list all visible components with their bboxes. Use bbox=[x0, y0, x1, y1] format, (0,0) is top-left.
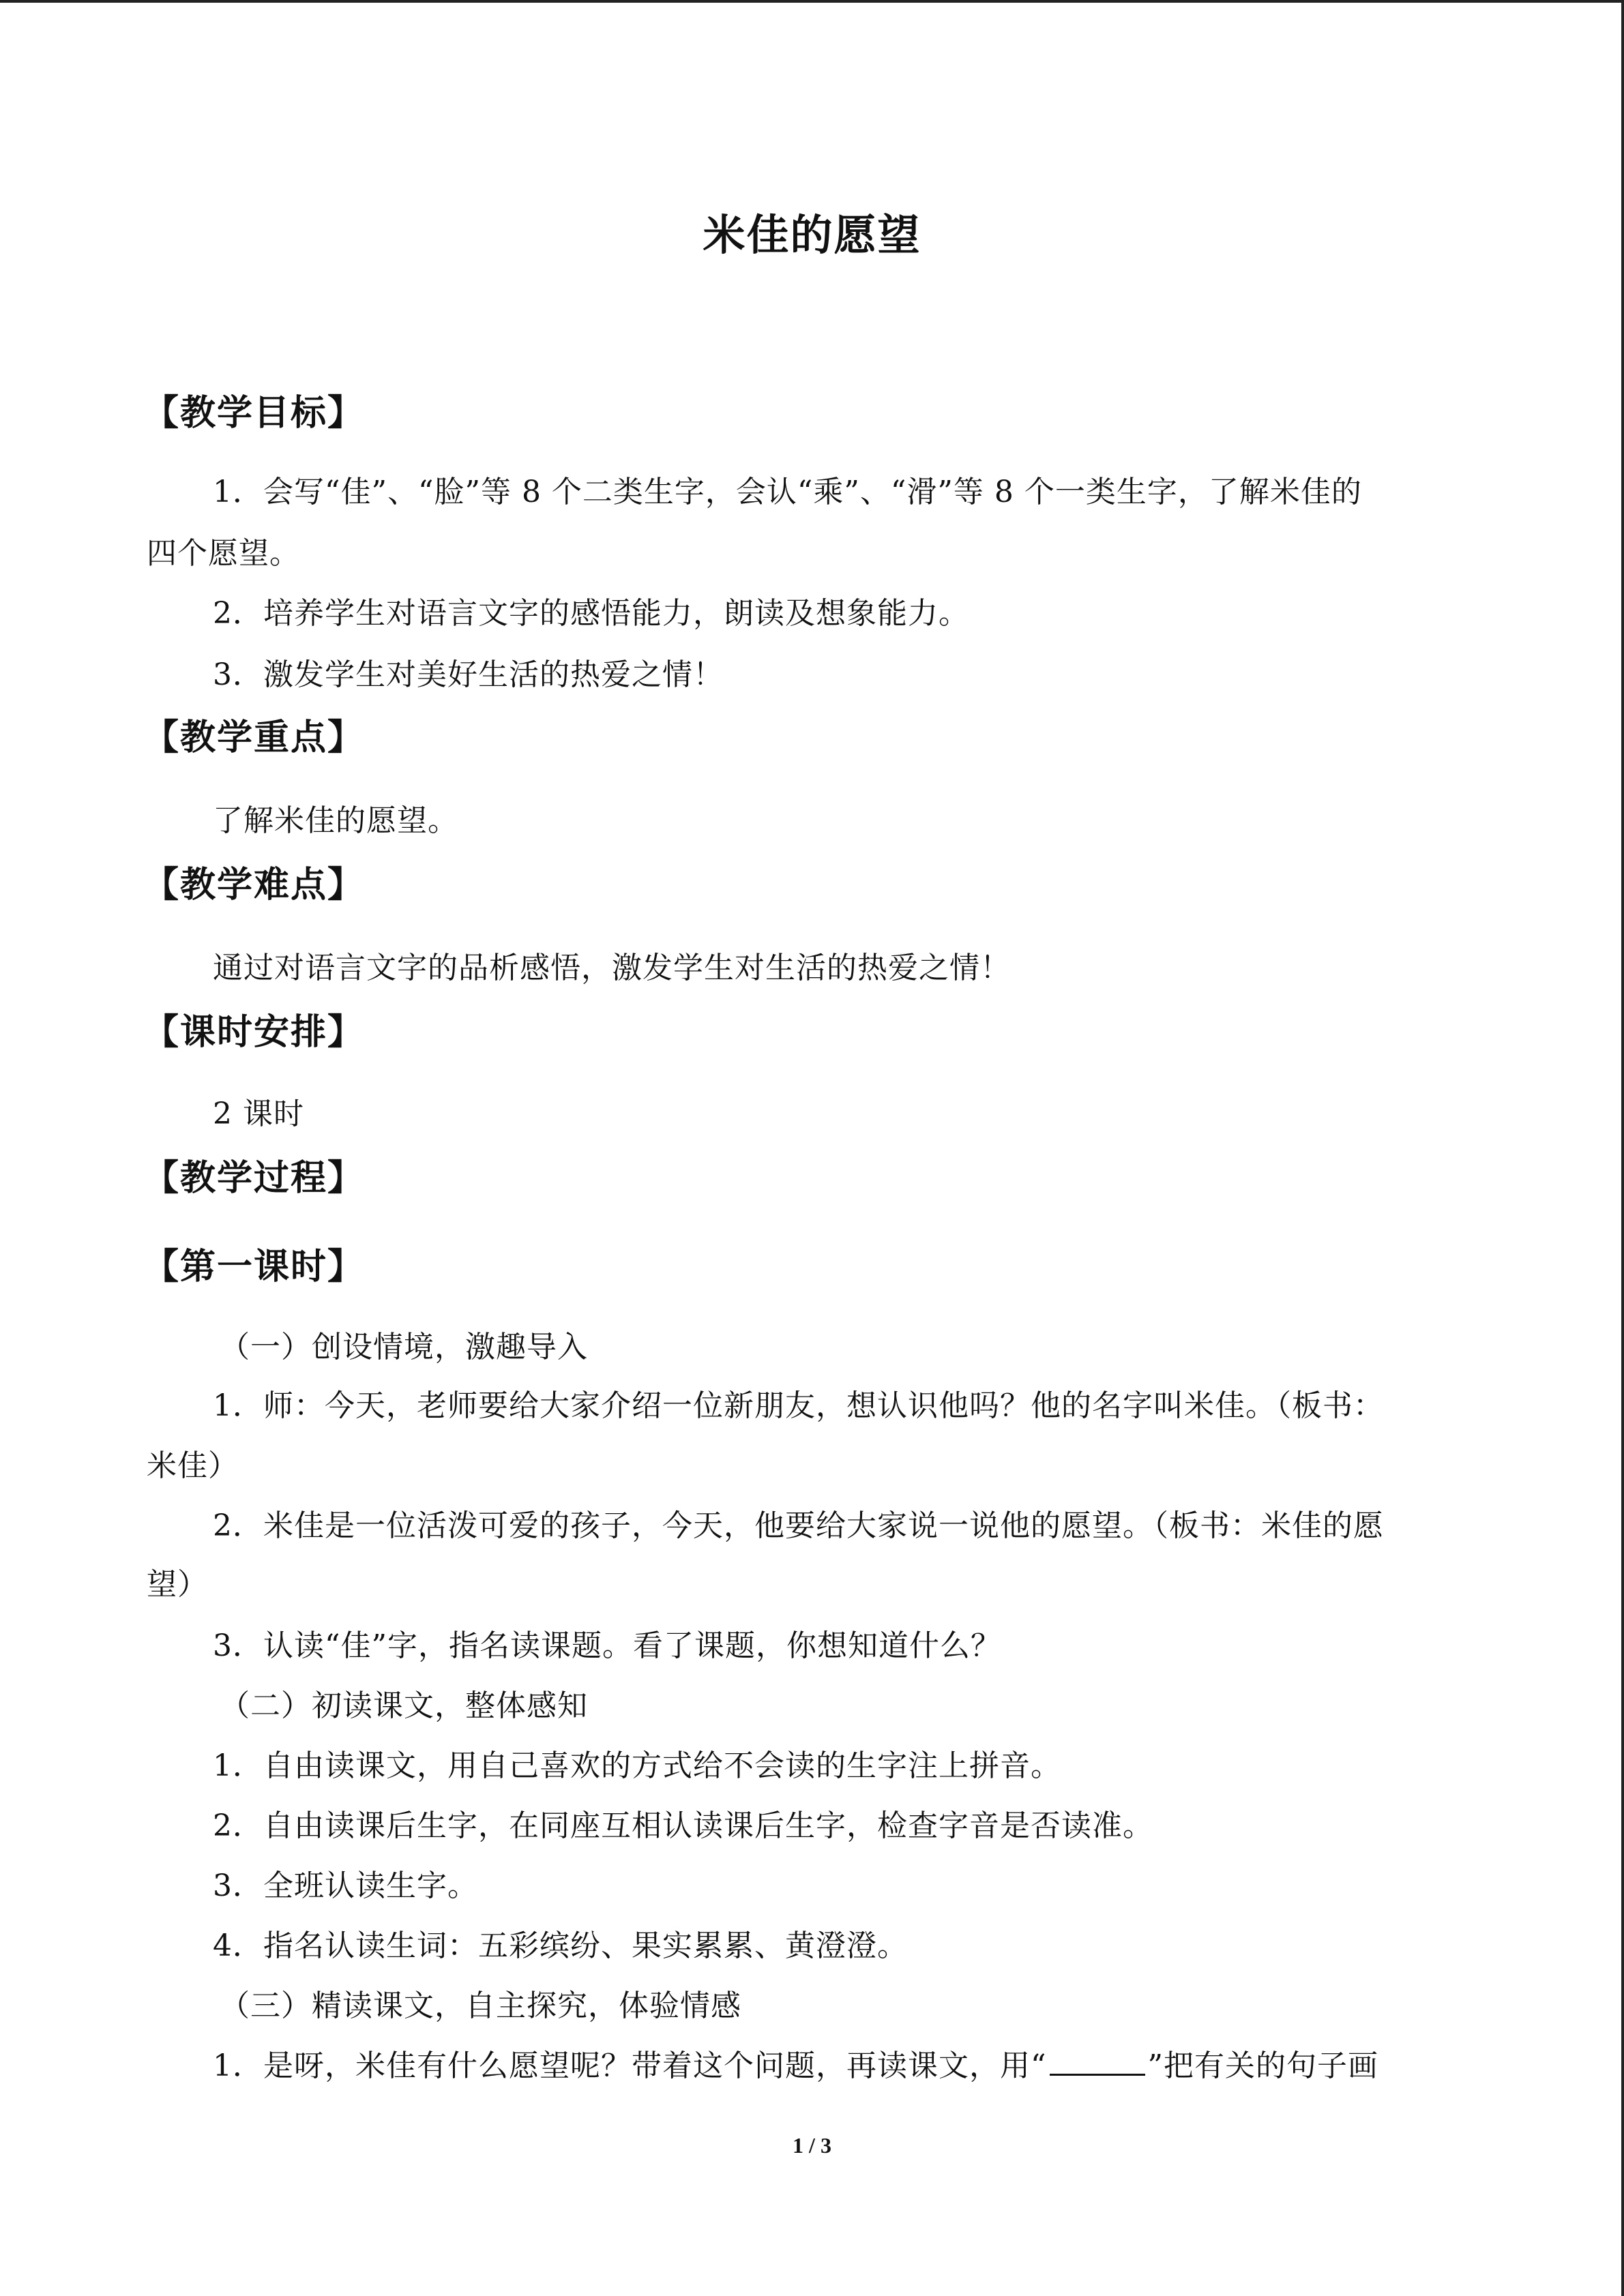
heading-schedule: 【课时安排】 bbox=[143, 1012, 365, 1053]
part-2-title: （二）初读课文，整体感知 bbox=[220, 1688, 588, 1723]
heading-key-points: 【教学重点】 bbox=[143, 717, 365, 758]
heading-teaching-process: 【教学过程】 bbox=[143, 1158, 365, 1199]
part-2-item-3: 3．全班认读生字。 bbox=[213, 1868, 478, 1903]
part-1-item-3: 3．认读“佳”字，指名读课题。看了课题，你想知道什么？ bbox=[213, 1628, 1001, 1663]
part-2-item-2: 2．自由读课后生字，在同座互相认读课后生字，检查字音是否读准。 bbox=[213, 1808, 1153, 1843]
difficulties-text: 通过对语言文字的品析感悟，激发学生对生活的热爱之情！ bbox=[213, 951, 1011, 985]
goal-item-1-line-2: 四个愿望。 bbox=[147, 536, 300, 571]
heading-difficulties: 【教学难点】 bbox=[143, 865, 365, 906]
underline-blank bbox=[1050, 2051, 1145, 2076]
goal-item-3: 3．激发学生对美好生活的热爱之情！ bbox=[213, 657, 724, 692]
document-title: 米佳的愿望 bbox=[703, 210, 921, 260]
part-1-item-2-line-1: 2．米佳是一位活泼可爱的孩子，今天，他要给大家说一说他的愿望。（板书：米佳的愿 bbox=[213, 1508, 1384, 1543]
part-2-item-1: 1．自由读课文，用自己喜欢的方式给不会读的生字注上拼音。 bbox=[213, 1748, 1061, 1783]
part-3-title: （三）精读课文，自主探究，体验情感 bbox=[220, 1988, 741, 2023]
part-1-item-1-line-1: 1．师：今天，老师要给大家介绍一位新朋友，想认识他吗？他的名字叫米佳。（板书： bbox=[213, 1388, 1384, 1423]
goal-item-1-line-1: 1．会写“佳”、“脸”等 8 个二类生字，会认“乘”、“滑”等 8 个一类生字，了解米佳的 bbox=[213, 475, 1362, 509]
part-1-title: （一）创设情境，激趣导入 bbox=[220, 1330, 588, 1365]
goal-item-2: 2．培养学生对语言文字的感悟能力，朗读及想象能力。 bbox=[213, 596, 969, 631]
key-points-text: 了解米佳的愿望。 bbox=[213, 803, 458, 838]
page-number: 1 / 3 bbox=[793, 2133, 831, 2158]
heading-lesson-1: 【第一课时】 bbox=[143, 1247, 365, 1287]
page-right-border bbox=[1621, 0, 1624, 2296]
part-3-item-1-after: ”把有关的句子画 bbox=[1147, 2048, 1378, 2083]
heading-teaching-goals: 【教学目标】 bbox=[143, 393, 365, 434]
schedule-text: 2 课时 bbox=[213, 1097, 304, 1131]
part-1-item-2-line-2: 望） bbox=[147, 1567, 208, 1602]
part-1-item-1-line-2: 米佳） bbox=[147, 1448, 239, 1483]
page-top-border bbox=[0, 0, 1624, 3]
part-3-item-1-before: 1．是呀，米佳有什么愿望呢？带着这个问题，再读课文，用“ bbox=[213, 2048, 1047, 2083]
part-2-item-4: 4．指名认读生词：五彩缤纷、果实累累、黄澄澄。 bbox=[213, 1928, 908, 1963]
part-3-item-1 bbox=[213, 2044, 1378, 2088]
